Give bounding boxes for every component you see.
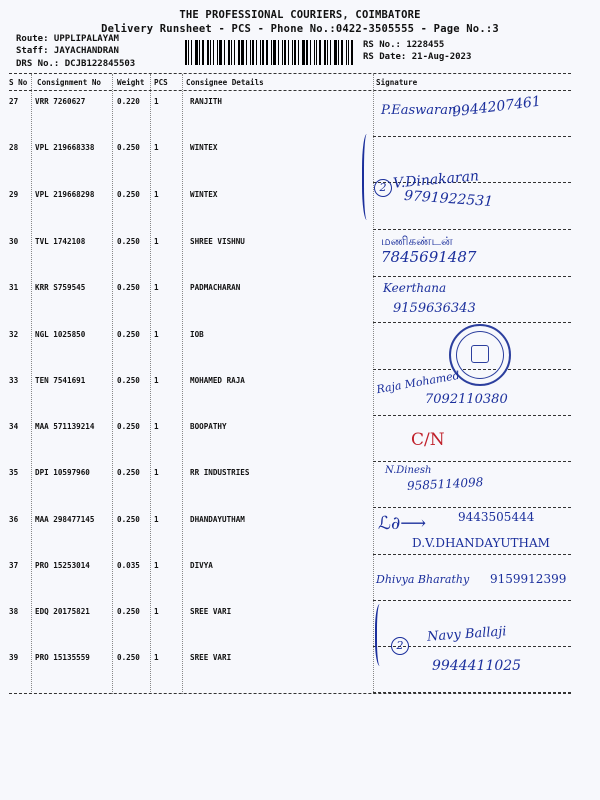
col-header-weight: Weight	[117, 78, 145, 87]
signature-phone: 7092110380	[425, 392, 508, 407]
barcode-bar	[294, 40, 296, 65]
header-rule-bottom	[9, 90, 571, 91]
signature-name: Keerthana	[383, 281, 447, 295]
col-header-signature: Signature	[376, 78, 418, 87]
runsheet-subtitle: Delivery Runsheet - PCS - Phone No.:0422-3505555 - Page No.:3	[101, 23, 499, 35]
consignee-name: DHANDAYUTHAM	[190, 515, 245, 524]
barcode-bar	[348, 40, 349, 65]
serial-number: 36	[9, 515, 19, 524]
signature-name: P.Easwaran	[381, 103, 457, 118]
barcode-bar	[282, 40, 283, 65]
pieces: 1	[154, 97, 159, 106]
barcode-bar	[316, 40, 317, 65]
barcode-bar	[185, 40, 187, 65]
barcode-bar	[188, 40, 189, 65]
barcode-bar	[273, 40, 276, 65]
pieces: 1	[154, 653, 159, 662]
pieces: 1	[154, 561, 159, 570]
col-header-pcs: PCS	[154, 78, 168, 87]
pieces: 1	[154, 330, 159, 339]
signature-remark: C/N	[411, 430, 445, 450]
barcode-bar	[278, 40, 279, 65]
consignee-name: WINTEX	[190, 143, 218, 152]
row-signature-rule	[373, 600, 571, 601]
consignment-number: MAA 298477145	[35, 515, 95, 524]
barcode-bar	[234, 40, 235, 65]
barcode-bar	[346, 40, 347, 65]
serial-number: 32	[9, 330, 19, 339]
signature-circle-2: 2	[391, 637, 409, 655]
barcode-bar	[256, 40, 257, 65]
footer-rule	[9, 693, 571, 694]
consignment-number: VPL 219668338	[35, 143, 95, 152]
weight: 0.035	[117, 561, 140, 570]
barcode-bar	[302, 40, 305, 65]
barcode-bar	[252, 40, 254, 65]
serial-number: 35	[9, 468, 19, 477]
consignment-number: TVL 1742108	[35, 237, 86, 246]
barcode-bar	[334, 40, 337, 65]
consignee-name: SHREE VISHNU	[190, 237, 245, 246]
row-signature-rule	[373, 554, 571, 555]
barcode-bar	[210, 40, 211, 65]
pieces: 1	[154, 376, 159, 385]
barcode-bar	[260, 40, 261, 65]
barcode-bar	[330, 40, 331, 65]
signature-name: Raja Mohamed	[375, 368, 461, 397]
barcode-bar	[314, 40, 315, 65]
barcode-bar	[288, 40, 289, 65]
row-signature-rule	[373, 415, 571, 416]
barcode-bar	[266, 40, 268, 65]
consignment-number: PRO 15135559	[35, 653, 90, 662]
signature-phone: 9791922531	[403, 187, 494, 211]
barcode-bar	[262, 40, 264, 65]
row-signature-rule	[373, 461, 571, 462]
staff-label: Staff: JAYACHANDRAN	[16, 46, 119, 56]
consignment-number: MAA 571139214	[35, 422, 95, 431]
serial-number: 31	[9, 283, 19, 292]
barcode-bar	[306, 40, 308, 65]
rs-number: RS No.: 1228455	[363, 40, 445, 50]
barcode	[185, 40, 357, 65]
signature-name: V.Dinakaran	[392, 168, 480, 192]
weight: 0.250	[117, 237, 140, 246]
weight: 0.250	[117, 330, 140, 339]
pieces: 1	[154, 190, 159, 199]
signature-phone: 9944207461	[451, 93, 542, 121]
barcode-bar	[271, 40, 272, 65]
barcode-bar	[338, 40, 339, 65]
consignee-name: SREE VARI	[190, 653, 232, 662]
signature-phone: 7845691487	[381, 248, 477, 266]
pieces: 1	[154, 422, 159, 431]
row-signature-rule	[373, 229, 571, 230]
signature-name: D.V.DHANDAYUTHAM	[412, 536, 550, 550]
pieces: 1	[154, 607, 159, 616]
signature-phone: 9159636343	[393, 301, 476, 316]
consignment-number: TEN 7541691	[35, 376, 86, 385]
barcode-bar	[327, 40, 328, 65]
barcode-bar	[207, 40, 209, 65]
consignment-number: DPI 10597960	[35, 468, 90, 477]
row-signature-rule	[373, 136, 571, 137]
serial-number: 37	[9, 561, 19, 570]
serial-number: 34	[9, 422, 19, 431]
consignee-name: RR INDUSTRIES	[190, 468, 250, 477]
consignee-name: BOOPATHY	[190, 422, 227, 431]
barcode-bar	[202, 40, 204, 65]
barcode-bar	[324, 40, 326, 65]
signature-name: Dhivya Bharathy	[376, 573, 470, 586]
barcode-bar	[224, 40, 225, 65]
consignee-name: DIVYA	[190, 561, 213, 570]
barcode-bar	[241, 40, 244, 65]
signature-phone: 9944411025	[432, 658, 522, 674]
barcode-bar	[199, 40, 200, 65]
consignment-number: EDQ 20175821	[35, 607, 90, 616]
route-label: Route: UPPLIPALAYAM	[16, 34, 119, 44]
signature-name: மணிகண்டன்	[381, 234, 453, 248]
serial-number: 28	[9, 143, 19, 152]
weight: 0.250	[117, 190, 140, 199]
signature-phone: 9443505444	[458, 510, 535, 524]
consignment-number: VPL 219668298	[35, 190, 95, 199]
signature-bracket	[362, 134, 374, 220]
barcode-bar	[319, 40, 321, 65]
serial-number: 30	[9, 237, 19, 246]
barcode-bar	[341, 40, 343, 65]
consignment-number: VRR 7260627	[35, 97, 86, 106]
weight: 0.220	[117, 97, 140, 106]
barcode-bar	[231, 40, 232, 65]
barcode-bar	[246, 40, 247, 65]
barcode-bar	[213, 40, 214, 65]
weight: 0.250	[117, 607, 140, 616]
barcode-bar	[219, 40, 222, 65]
barcode-bar	[310, 40, 311, 65]
barcode-bar	[284, 40, 286, 65]
barcode-bar	[250, 40, 251, 65]
weight: 0.250	[117, 376, 140, 385]
weight: 0.250	[117, 515, 140, 524]
rs-date: RS Date: 21-Aug-2023	[363, 52, 472, 62]
pieces: 1	[154, 515, 159, 524]
barcode-bar	[238, 40, 240, 65]
weight: 0.250	[117, 422, 140, 431]
signature-scrawl: ℒ∂⟶	[378, 513, 427, 534]
barcode-bar	[298, 40, 299, 65]
serial-number: 39	[9, 653, 19, 662]
signature-phone: 9159912399	[490, 572, 567, 586]
consignment-number: PRO 15253014	[35, 561, 90, 570]
col-header-consignment: Consignment No	[37, 78, 102, 87]
consignment-number: NGL 1025850	[35, 330, 86, 339]
company-title: THE PROFESSIONAL COURIERS, COIMBATORE	[179, 9, 421, 21]
consignee-name: MOHAMED RAJA	[190, 376, 245, 385]
row-signature-rule	[373, 276, 571, 277]
barcode-bar	[228, 40, 230, 65]
row-signature-rule	[373, 507, 571, 508]
signature-name: N.Dinesh	[385, 465, 432, 476]
weight: 0.250	[117, 653, 140, 662]
signature-phone: 9585114098	[406, 475, 484, 493]
consignee-name: SREE VARI	[190, 607, 232, 616]
pieces: 1	[154, 143, 159, 152]
signature-name: Navy Ballaji	[426, 624, 507, 645]
barcode-bar	[191, 40, 192, 65]
barcode-bar	[351, 40, 353, 65]
serial-number: 38	[9, 607, 19, 616]
barcode-bar	[195, 40, 198, 65]
serial-number: 29	[9, 190, 19, 199]
signature-circle-2: 2	[374, 179, 392, 197]
consignee-name: IOB	[190, 330, 204, 339]
consignment-number: KRR S759545	[35, 283, 86, 292]
consignee-name: PADMACHARAN	[190, 283, 241, 292]
col-header-consignee: Consignee Details	[186, 78, 264, 87]
barcode-bar	[217, 40, 218, 65]
signature-bracket	[375, 604, 387, 666]
col-header-sno: S No	[9, 78, 28, 87]
drs-number: DRS No.: DCJB122845503	[16, 59, 136, 69]
barcode-bar	[292, 40, 293, 65]
consignee-name: RANJITH	[190, 97, 223, 106]
pieces: 1	[154, 237, 159, 246]
weight: 0.250	[117, 283, 140, 292]
consignee-name: WINTEX	[190, 190, 218, 199]
header-rule-top	[9, 73, 571, 74]
pieces: 1	[154, 283, 159, 292]
row-signature-rule	[373, 322, 571, 323]
serial-number: 33	[9, 376, 19, 385]
serial-number: 27	[9, 97, 19, 106]
weight: 0.250	[117, 143, 140, 152]
weight: 0.250	[117, 468, 140, 477]
pieces: 1	[154, 468, 159, 477]
